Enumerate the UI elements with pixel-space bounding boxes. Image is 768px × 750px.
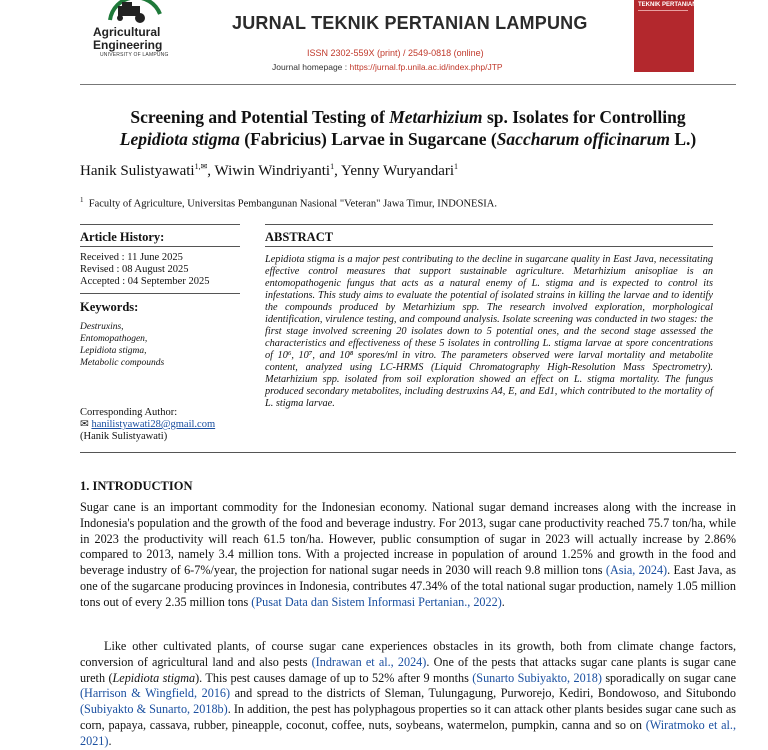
author-name: , Wiwin Windriyanti <box>207 163 331 179</box>
author-name: , Yenny Wuryandari <box>334 163 455 179</box>
email-icon: ✉ <box>80 419 89 430</box>
introduction-paragraph-1 <box>80 500 736 611</box>
received-date: Received : 11 June 2025 <box>80 252 183 263</box>
title-part-italic: Lepidiota stigma <box>119 129 240 149</box>
affiliation-text: Faculty of Agriculture, Universitas Pembangunan Nasional "Veteran" Jawa Timur, INDONESIA. <box>88 198 497 210</box>
abstract-text: Lepidiota stigma is a major pest contributing to the decline in sugarcane quality in East Java, necessitating effective control measures that support sustainable agriculture. Metarhizium anisopliae is an entomopathogenic fungus that acts as a natural enemy of L. stigma and is expected to control its infestations. This study aims to evaluate the potential of isolated strains in killing the larvae and to identify the compounds produced by Metarhizium spp. The research involved exploration, morphological identification, virulence testing, and compound analysis. Isolate screening was conducted in two stages: the first stage involved screening 20 isolates down to 5 potential ones, and the second stage assessed the characteristics and effectiveness of these 5 isolates in controlling L. stigma larvae at spore concentrations of 10⁶, 10⁷, and 10⁸ spores/ml in vitro. The parameters observed were larval mortality and metabolite content, analyzed using LC-HRMS (Liquid Chromatography High-Resolution Mass Spectrometry). Metarhizium spp. isolated from soil exploration showed an effect on L. stigma mortality. The fungus produced secondary metabolites, including destruxins A4, E, and Ed1, which contributed to the mortality of L. stigma larvae. <box>265 254 713 409</box>
corresponding-author-block <box>80 407 215 443</box>
keywords-heading: Keywords: <box>80 300 139 314</box>
introduction-paragraph-2 <box>80 639 736 750</box>
citation-link[interactable]: (Harrison & Wingfield, 2016) <box>80 686 231 701</box>
citation-link[interactable]: (Indrawan et al., 2024) <box>311 654 427 669</box>
author-name: Hanik Sulistyawati <box>80 163 195 179</box>
abstract-heading-rule <box>265 246 713 247</box>
issn-line: ISSN 2302-559X (print) / 2549-0818 (online) <box>307 48 484 58</box>
header-rule <box>80 84 736 85</box>
abstract-top-rule <box>265 224 713 225</box>
affil-sup: 1 <box>80 196 84 204</box>
title-part: L.) <box>669 129 697 149</box>
title-part: (Fabricius) Larvae in Sugarcane ( <box>239 129 497 149</box>
citation-link[interactable]: (Asia, 2024) <box>605 563 668 578</box>
paragraph-text: Sugar cane is an important commodity for the Indonesian economy. National sugar demand increases along with the increase in Indonesia's population and the growth of the food and beverage industry. For 2013, sugar cane productivity reached 75.7 ton/ha, while in 2023 the productivity will reach 61.5 ton/ha. However, public consumption of sugar in 2023 will actually increase by 2.86% compared to 2013, namely 3.4 million tons. With a projected increase in population of around 1.25% and growth in the food and beverage industry of 6-7%/year, the projection for national sugar needs in 2030 will reach 9.8 million tons <box>80 500 736 578</box>
author-affil-sup: 1 <box>330 162 335 171</box>
author-list <box>80 162 458 180</box>
keyword-list <box>80 321 164 369</box>
history-top-rule <box>80 224 240 225</box>
citation-link[interactable]: (Subiyakto & Sunarto, 2018b) <box>80 702 228 717</box>
paragraph-text: sporadically on sugar cane <box>601 670 736 685</box>
keyword-item: Lepidiota stigma, <box>80 346 147 356</box>
logo-text-university: UNIVERSITY OF LAMPUNG <box>100 52 169 58</box>
journal-header <box>0 0 768 84</box>
paragraph-text: . In addition, the pest has polyphagous properties so it can attack other plants besides sugar cane such as corn, papaya, cassava, rubber, pineapple, coconut, coffee, nuts, soybeans, watermelon, pumpkin, canna and so on <box>80 702 736 732</box>
corresponding-email-link[interactable]: hanilistyawati28@gmail.com <box>91 419 216 430</box>
paragraph-text: ). This pest causes damage of up to 52% after 9 months <box>195 670 473 685</box>
author-affil-sup: 1 <box>454 162 459 171</box>
front-matter-bottom-rule <box>80 452 736 453</box>
paragraph-text: . <box>501 594 505 609</box>
cover-title: TEKNIK PERTANIAN <box>638 2 697 8</box>
author-affil-sup: 1, <box>194 162 201 171</box>
revised-date: Revised : 08 August 2025 <box>80 264 189 275</box>
paragraph-text: and spread to the districts of Sleman, Tulungagung, Purworejo, Kediri, Bondowoso, and Situbondo <box>230 686 736 701</box>
introduction-heading: 1. INTRODUCTION <box>80 479 193 493</box>
title-part-italic: Metarhizium <box>389 107 483 127</box>
affiliation <box>80 196 497 210</box>
article-history-heading: Article History: <box>80 230 165 244</box>
abstract-heading: ABSTRACT <box>265 230 334 244</box>
journal-title: JURNAL TEKNIK PERTANIAN LAMPUNG <box>232 13 588 33</box>
paragraph-text: . <box>108 733 112 748</box>
keyword-item: Metabolic compounds <box>80 358 165 368</box>
article-title <box>80 106 736 150</box>
title-part: sp. Isolates for Controlling <box>482 107 686 127</box>
citation-link[interactable]: (Wiratmoko et al., 2021) <box>80 717 736 748</box>
paragraph-text: Like other cultivated plants, of course sugar cane experiences obstacles in its growth, both from climate change factors, conversion of agricultural land and also pests <box>80 639 736 669</box>
logo-text-engineering: Engineering <box>93 38 163 52</box>
keyword-item: Entomopathogen, <box>80 334 148 344</box>
envelope-icon[interactable]: ✉ <box>200 162 208 171</box>
corresponding-author-label: Corresponding Author: <box>80 407 178 418</box>
history-heading-rule <box>80 246 240 247</box>
corresponding-author-name: (Hanik Sulistyawati) <box>80 431 168 442</box>
keywords-top-rule <box>80 293 240 294</box>
keyword-item: Destruxins, <box>80 322 124 332</box>
paragraph-text: . One of the pests that attacks sugar cane plants is sugar cane ureth ( <box>80 654 737 685</box>
citation-link[interactable]: (Pusat Data dan Sistem Informasi Pertanian., 2022) <box>251 594 502 609</box>
title-part-italic: Saccharum officinarum <box>496 129 670 149</box>
accepted-date: Accepted : 04 September 2025 <box>80 276 210 287</box>
cover-divider <box>638 10 688 11</box>
paragraph-text: . East Java, as one of the sugarcane producing provinces in Indonesia, contributes 47.34% of the total national sugar production, namely 1.05 million tons out of every 2.35 million tons <box>80 563 736 609</box>
species-name: Lepidiota stigma <box>112 670 196 685</box>
title-part: Screening and Potential Testing of <box>130 107 390 127</box>
homepage-link[interactable]: https://jurnal.fp.unila.ac.id/index.php/JTP <box>349 62 503 72</box>
journal-homepage <box>272 62 503 72</box>
logo-text-agricultural: Agricultural <box>93 25 161 39</box>
homepage-label: Journal homepage : <box>272 62 350 72</box>
citation-link[interactable]: (Sunarto Subiyakto, 2018) <box>472 670 602 685</box>
